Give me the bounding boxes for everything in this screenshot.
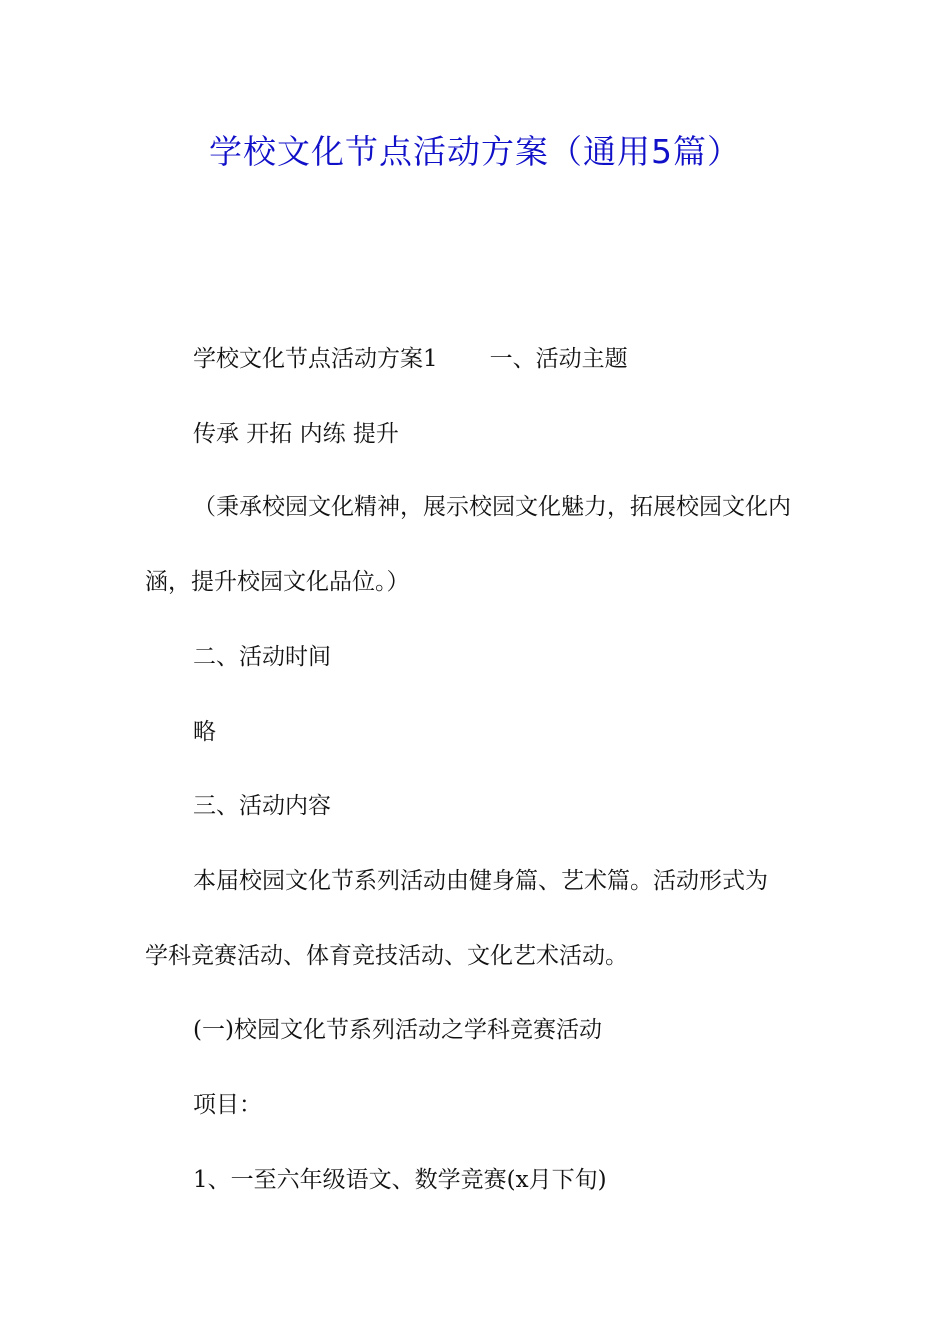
theme-description-line1: （秉承校园文化精神，展示校园文化魅力，拓展校园文化内	[193, 494, 791, 520]
section-heading-theme: 一、活动主题	[489, 346, 628, 372]
section-heading-time: 二、活动时间	[193, 644, 331, 670]
theme-keywords: 传承 开拓 内练 提升	[193, 421, 399, 447]
plan-number-heading: 学校文化节点活动方案1	[193, 346, 438, 372]
document-title: 学校文化节点活动方案（通用5篇）	[209, 132, 741, 171]
items-label: 项目：	[193, 1092, 262, 1118]
item-1: 1、一至六年级语文、数学竞赛(x月下旬)	[193, 1167, 607, 1193]
section-heading-content: 三、活动内容	[193, 793, 331, 819]
plan-heading-line	[193, 343, 628, 375]
content-description-line1: 本届校园文化节系列活动由健身篇、艺术篇。活动形式为	[193, 868, 768, 894]
theme-description-line2: 涵，提升校园文化品位。）	[145, 569, 410, 595]
subsection-heading-competition: (一)校园文化节系列活动之学科竞赛活动	[193, 1017, 602, 1043]
time-content: 略	[193, 719, 216, 745]
content-description-line2: 学科竞赛活动、体育竞技活动、文化艺术活动。	[145, 943, 628, 969]
